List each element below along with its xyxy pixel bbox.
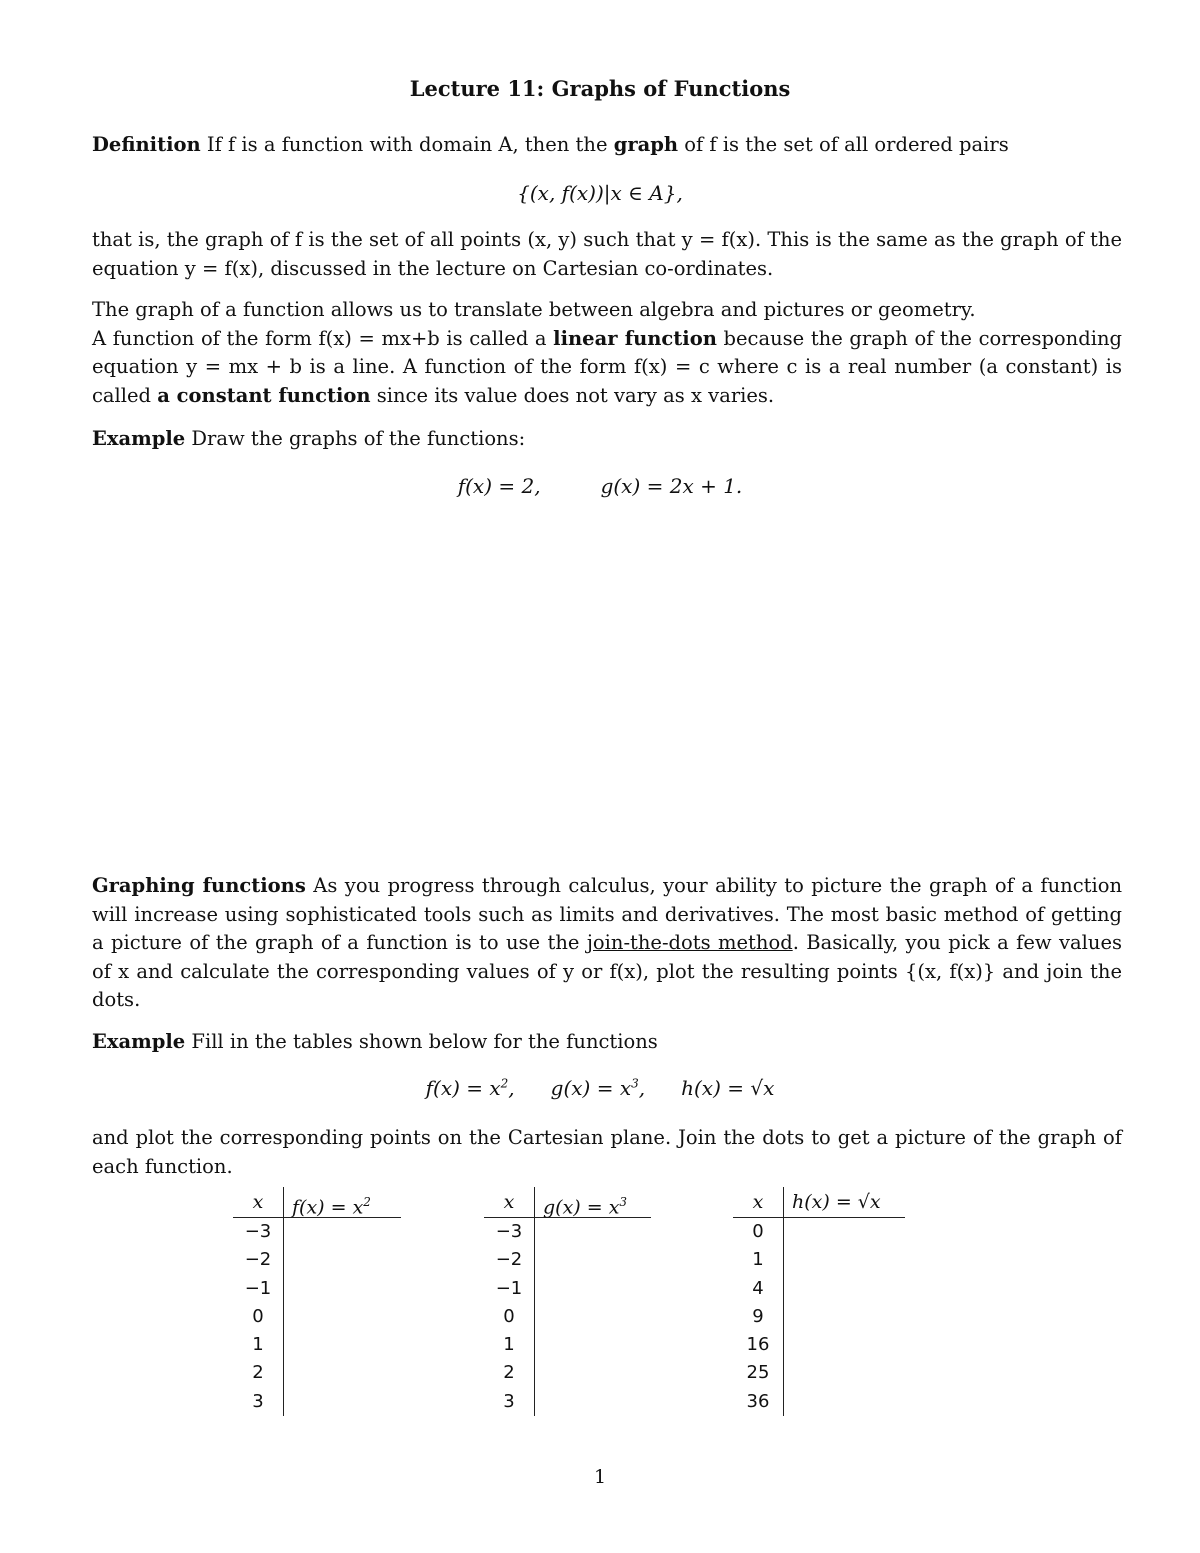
x-column [484,1218,535,1416]
example-1-equations [0,474,1200,498]
translate-sentence: The graph of a function allows us to translate between algebra and pictures or geometry. [92,298,976,321]
plot-instruction-paragraph: and plot the corresponding points on the Cartesian plane. Join the dots to get a picture of the graph of each function. [92,1126,1122,1178]
x-value: −3 [244,1221,272,1242]
table-f-square [233,1187,401,1416]
example-1-text: Draw the graphs of the functions: [191,427,526,450]
x-value: 36 [746,1390,770,1412]
x-value: 1 [752,1249,764,1271]
graph-explanation-paragraph: that is, the graph of f is the set of all points (x, y) such that y = f(x). This is the same as the graph of the equation y = f(x), discussed in the lecture on Cartesian co-ordinates. [92,228,1122,280]
x-header: x [484,1187,535,1217]
graphing-functions-label: Graphing functions [92,874,306,897]
x-value: −1 [495,1277,523,1299]
table-header [733,1187,905,1218]
x-value: 0 [503,1305,515,1327]
x-value: −1 [244,1277,272,1299]
term-constant-function: a constant function [157,383,371,407]
x-value: 2 [252,1362,264,1384]
table-header [233,1187,401,1218]
equation-f-square: $f(x) = x^2$, [425,1076,515,1100]
linear-text-c: since its value does not vary as x varies. [376,383,775,407]
x-header: x [233,1187,284,1217]
example-1-label: Example [92,427,186,450]
x-header: x [733,1187,784,1217]
x-value: −2 [244,1249,272,1271]
f-header: $f(x) = x^2$ [292,1195,371,1219]
x-value: −3 [495,1221,523,1242]
example-2-equations [0,1076,1200,1100]
term-linear-function: linear function [553,326,717,350]
x-value: 2 [503,1362,515,1384]
g-header: $g(x) = x^3$ [543,1195,628,1219]
example-2-label: Example [92,1030,186,1053]
linear-function-paragraph [92,296,1122,410]
x-value: −2 [495,1249,523,1271]
h-header: h(x) = √x [792,1191,881,1213]
x-column [233,1218,284,1416]
example-1-paragraph [92,425,1122,454]
x-value: 25 [746,1362,770,1384]
graphing-text-b: . Basically, you pick a few values of x and calculate the corresponding values of y or f(x), plot the resulting points {(x, f(x)} and join the dots. [92,931,1123,1011]
page-number: 1 [593,1466,607,1488]
table-header [484,1187,651,1218]
set-equation: {(x, f(x))|x ∈ A}, [517,181,683,205]
x-value: 0 [752,1221,764,1242]
linear-text-b: because the graph of the corresponding equation y = mx + b is a line. A function of the form f(x) = c where c is a real number (a constant) is called [92,326,1122,407]
definition-paragraph [92,131,1122,160]
x-value: 16 [746,1334,770,1356]
x-column [733,1218,784,1416]
definition-term-graph: graph [613,133,679,156]
x-value: 1 [252,1334,264,1356]
example-2-paragraph [92,1028,1122,1057]
equation-f: f(x) = 2, [457,474,541,498]
page-title: Lecture 11: Graphs of Functions [409,76,791,101]
definition-label: Definition [92,133,201,156]
table-g-cube [484,1187,651,1416]
equation-h-sqrt: h(x) = √x [681,1076,775,1100]
graphing-text-a: As you progress through calculus, your ability to picture the graph of a function will increase using sophisticated tools such as limits and derivatives. The most basic method of getting a picture of the graph of a function is to use the [92,874,1123,954]
equation-g-cube: $g(x) = x^3$, [550,1076,646,1100]
table-h-sqrt [733,1187,905,1416]
definition-text-1: If f is a function with domain A, then the [206,133,608,156]
x-value: 9 [752,1305,764,1327]
x-value: 3 [503,1390,515,1412]
definition-text-2: of f is the set of all ordered pairs [684,133,1009,156]
x-value: 1 [503,1334,515,1356]
join-the-dots-method: join-the-dots method [586,931,793,954]
x-value: 0 [252,1305,264,1327]
x-value: 3 [252,1390,264,1412]
x-value: 4 [752,1277,764,1299]
equation-g: g(x) = 2x + 1. [600,474,743,498]
graphing-functions-paragraph [92,872,1122,1015]
linear-text-a: A function of the form f(x) = mx+b is called a [92,326,547,350]
example-2-text: Fill in the tables shown below for the functions [191,1030,658,1053]
